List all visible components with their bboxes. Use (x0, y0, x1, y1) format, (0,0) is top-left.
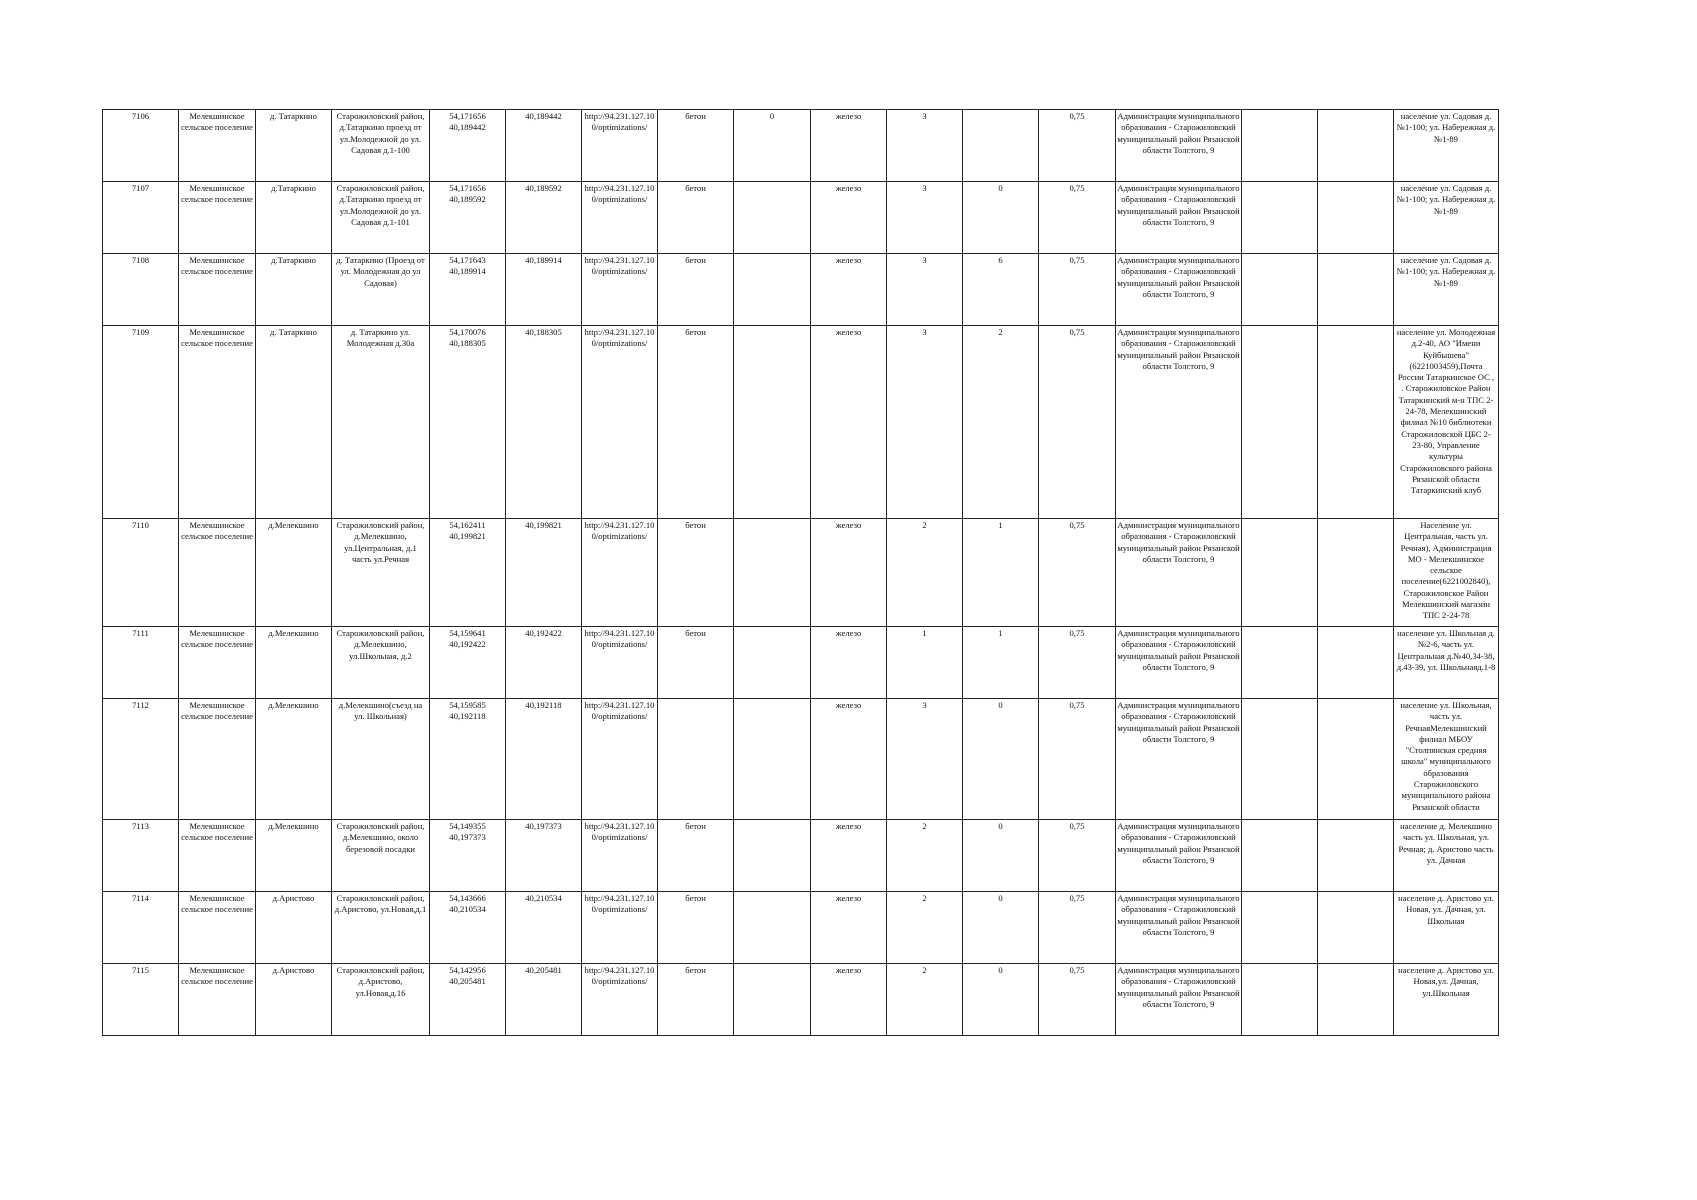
registry-table (102, 109, 1499, 1036)
cell-col16 (1318, 964, 1394, 1036)
cell-id: 7111 (103, 627, 179, 699)
cell-address: Старожиловский район, д.Аристово, ул.Новая,д.1 (332, 892, 430, 964)
cell-col9 (734, 519, 811, 627)
cell-col16 (1318, 519, 1394, 627)
cell-url: http://94.231.127.10 0/optimizations/ (582, 892, 658, 964)
cell-url: http://94.231.127.10 0/optimizations/ (582, 326, 658, 519)
cell-col12: 1 (963, 627, 1039, 699)
cell-col9 (734, 892, 811, 964)
cell-volume: 0,75 (1039, 182, 1116, 254)
cell-base (658, 699, 734, 820)
cell-volume: 0,75 (1039, 519, 1116, 627)
cell-col11: 2 (887, 519, 963, 627)
cell-col9 (734, 820, 811, 892)
cell-address: Старожиловский район, д.Мелекшино, ул.Центральная, д.1 часть ул.Речная (332, 519, 430, 627)
cell-col15 (1242, 627, 1318, 699)
cell-volume: 0,75 (1039, 326, 1116, 519)
cell-users: население д. Аристово ул. Новая,ул. Дачная, ул.Школьная (1394, 964, 1499, 1036)
cell-url: http://94.231.127.10 0/optimizations/ (582, 820, 658, 892)
cell-volume: 0,75 (1039, 892, 1116, 964)
cell-col15 (1242, 964, 1318, 1036)
cell-col11: 3 (887, 254, 963, 326)
cell-settlement: Мелекшинское сельское поселение (179, 110, 256, 182)
cell-users: население ул. Садовая д.№1-100; ул. Набережная д.№1-89 (1394, 254, 1499, 326)
cell-users: население д. Аристово ул. Новая, ул. Дачная, ул. Школьная (1394, 892, 1499, 964)
cell-col12: 0 (963, 892, 1039, 964)
cell-url: http://94.231.127.10 0/optimizations/ (582, 519, 658, 627)
cell-volume: 0,75 (1039, 627, 1116, 699)
cell-longitude: 40,192422 (506, 627, 582, 699)
cell-address: д. Татаркино (Проезд от ул. Молодежная до ул Садовая) (332, 254, 430, 326)
cell-coords: 54,159641 40,192422 (430, 627, 506, 699)
cell-col11: 3 (887, 182, 963, 254)
cell-col15 (1242, 820, 1318, 892)
cell-coords: 54,171643 40,189914 (430, 254, 506, 326)
cell-users: население ул. Школьная д.№2-6, часть ул. Центральная д.№40,34-38, д.43-39, ул. Школьнаяд.1-8 (1394, 627, 1499, 699)
cell-village: д.Аристово (256, 892, 332, 964)
cell-address: Старожиловский район, д.Мелекшино, ул.Школьная, д.2 (332, 627, 430, 699)
cell-col12: 0 (963, 699, 1039, 820)
cell-base: бетон (658, 964, 734, 1036)
cell-settlement: Мелекшинское сельское поселение (179, 182, 256, 254)
cell-settlement: Мелекшинское сельское поселение (179, 699, 256, 820)
cell-owner: Администрация муниципального образования - Старожиловский муниципальный район Рязанской области Толстого, 9 (1116, 519, 1242, 627)
cell-col9 (734, 699, 811, 820)
cell-material: железо (811, 964, 887, 1036)
cell-col12: 0 (963, 182, 1039, 254)
cell-base: бетон (658, 110, 734, 182)
cell-col12 (963, 110, 1039, 182)
cell-url: http://94.231.127.10 0/optimizations/ (582, 182, 658, 254)
cell-material: железо (811, 627, 887, 699)
cell-coords: 54,171656 40,189442 (430, 110, 506, 182)
cell-users: население ул. Садовая д.№1-100; ул. Набережная д.№1-89 (1394, 182, 1499, 254)
cell-village: д.Мелекшино (256, 820, 332, 892)
cell-owner: Администрация муниципального образования - Старожиловский муниципальный район Рязанской области Толстого, 9 (1116, 820, 1242, 892)
cell-address: д.Мелекшино(съезд на ул. Школьная) (332, 699, 430, 820)
cell-id: 7110 (103, 519, 179, 627)
cell-col16 (1318, 627, 1394, 699)
cell-longitude: 40,205481 (506, 964, 582, 1036)
table-row (103, 254, 1499, 326)
cell-address: Старожиловский район, д.Татаркино проезд от ул.Молодежной до ул. Садовая д.1-100 (332, 110, 430, 182)
cell-id: 7109 (103, 326, 179, 519)
cell-col9 (734, 627, 811, 699)
registry-body (103, 110, 1499, 1036)
cell-owner: Администрация муниципального образования - Старожиловский муниципальный район Рязанской области Толстого, 9 (1116, 254, 1242, 326)
cell-longitude: 40,192118 (506, 699, 582, 820)
table-row (103, 699, 1499, 820)
cell-settlement: Мелекшинское сельское поселение (179, 519, 256, 627)
cell-longitude: 40,188305 (506, 326, 582, 519)
cell-owner: Администрация муниципального образования - Старожиловский муниципальный район Рязанской области Толстого, 9 (1116, 699, 1242, 820)
cell-col12: 6 (963, 254, 1039, 326)
cell-col16 (1318, 892, 1394, 964)
cell-village: д.Мелекшино (256, 519, 332, 627)
cell-village: д. Татаркино (256, 326, 332, 519)
cell-owner: Администрация муниципального образования - Старожиловский муниципальный район Рязанской области Толстого, 9 (1116, 964, 1242, 1036)
cell-longitude: 40,189914 (506, 254, 582, 326)
cell-col15 (1242, 110, 1318, 182)
cell-id: 7114 (103, 892, 179, 964)
cell-col9 (734, 964, 811, 1036)
cell-material: железо (811, 110, 887, 182)
cell-coords: 54,171656 40,189592 (430, 182, 506, 254)
cell-col12: 1 (963, 519, 1039, 627)
cell-address: Старожиловский район, д.Татаркино проезд от ул.Молодежной до ул. Садовая д.1-101 (332, 182, 430, 254)
cell-volume: 0,75 (1039, 699, 1116, 820)
cell-col12: 2 (963, 326, 1039, 519)
table-row (103, 627, 1499, 699)
cell-longitude: 40,199821 (506, 519, 582, 627)
cell-url: http://94.231.127.10 0/optimizations/ (582, 964, 658, 1036)
cell-col11: 2 (887, 820, 963, 892)
cell-volume: 0,75 (1039, 254, 1116, 326)
cell-address: Старожиловский район, д.Мелекшино, около березовой посадки (332, 820, 430, 892)
cell-users: население ул. Садовая д.№1-100; ул. Набережная д.№1-89 (1394, 110, 1499, 182)
cell-col9 (734, 182, 811, 254)
cell-address: д. Татаркино ул. Молодежная д.30а (332, 326, 430, 519)
cell-coords: 54,159585 40,192118 (430, 699, 506, 820)
cell-base: бетон (658, 519, 734, 627)
cell-col16 (1318, 699, 1394, 820)
cell-base: бетон (658, 627, 734, 699)
cell-longitude: 40,210534 (506, 892, 582, 964)
cell-coords: 54,149355 40,197373 (430, 820, 506, 892)
cell-col9: 0 (734, 110, 811, 182)
cell-owner: Администрация муниципального образования - Старожиловский муниципальный район Рязанской области Толстого, 9 (1116, 182, 1242, 254)
cell-col16 (1318, 182, 1394, 254)
cell-volume: 0,75 (1039, 820, 1116, 892)
cell-id: 7108 (103, 254, 179, 326)
cell-col15 (1242, 699, 1318, 820)
cell-col15 (1242, 892, 1318, 964)
table-row (103, 964, 1499, 1036)
cell-id: 7113 (103, 820, 179, 892)
table-row (103, 182, 1499, 254)
cell-coords: 54,143666 40,210534 (430, 892, 506, 964)
cell-material: железо (811, 519, 887, 627)
cell-col9 (734, 254, 811, 326)
cell-col15 (1242, 182, 1318, 254)
cell-material: железо (811, 699, 887, 820)
cell-col12: 0 (963, 820, 1039, 892)
cell-col11: 1 (887, 627, 963, 699)
cell-base: бетон (658, 892, 734, 964)
cell-owner: Администрация муниципального образования - Старожиловский муниципальный район Рязанской области Толстого, 9 (1116, 892, 1242, 964)
cell-url: http://94.231.127.10 0/optimizations/ (582, 254, 658, 326)
cell-users: Население ул. Центральная, часть ул. Речная), Администрация МО - Мелекшинское сельское поселение(6221002840), Старожиловское Район Мелекшинский магазин ТПС 2-24-78 (1394, 519, 1499, 627)
cell-settlement: Мелекшинское сельское поселение (179, 627, 256, 699)
cell-url: http://94.231.127.10 0/optimizations/ (582, 699, 658, 820)
cell-col11: 3 (887, 110, 963, 182)
cell-owner: Администрация муниципального образования - Старожиловский муниципальный район Рязанской области Толстого, 9 (1116, 627, 1242, 699)
cell-material: железо (811, 820, 887, 892)
cell-owner: Администрация муниципального образования - Старожиловский муниципальный район Рязанской области Толстого, 9 (1116, 326, 1242, 519)
cell-settlement: Мелекшинское сельское поселение (179, 254, 256, 326)
cell-material: железо (811, 182, 887, 254)
cell-coords: 54,162411 40,199821 (430, 519, 506, 627)
cell-base: бетон (658, 326, 734, 519)
cell-material: железо (811, 326, 887, 519)
cell-col11: 2 (887, 892, 963, 964)
cell-base: бетон (658, 820, 734, 892)
cell-village: д.Мелекшино (256, 699, 332, 820)
cell-base: бетон (658, 254, 734, 326)
cell-users: население ул. Молодежная д.2-40, АО "Имени Куйбышева" (6221003459),Почта России Татаркинское ОС , . Старожиловское Район Татаркинский м-н ТПС 2-24-78, Мелекшинский филиал №10 библиотеки Старожиловской ЦБС 2-23-80, Управление культуры Старожиловского района Рязанской области Татаркинский клуб (1394, 326, 1499, 519)
cell-id: 7115 (103, 964, 179, 1036)
cell-url: http://94.231.127.10 0/optimizations/ (582, 627, 658, 699)
cell-volume: 0,75 (1039, 110, 1116, 182)
cell-village: д.Аристово (256, 964, 332, 1036)
table-row (103, 326, 1499, 519)
cell-coords: 54,142956 40,205481 (430, 964, 506, 1036)
cell-url: http://94.231.127.10 0/optimizations/ (582, 110, 658, 182)
table-row (103, 892, 1499, 964)
cell-col16 (1318, 820, 1394, 892)
cell-id: 7106 (103, 110, 179, 182)
cell-col15 (1242, 519, 1318, 627)
cell-village: д.Татаркино (256, 182, 332, 254)
cell-col11: 3 (887, 699, 963, 820)
cell-address: Старожиловский район, д.Аристово, ул.Новая,д.16 (332, 964, 430, 1036)
cell-col11: 3 (887, 326, 963, 519)
cell-material: железо (811, 254, 887, 326)
table-row (103, 110, 1499, 182)
cell-material: железо (811, 892, 887, 964)
cell-volume: 0,75 (1039, 964, 1116, 1036)
cell-coords: 54,170076 40,188305 (430, 326, 506, 519)
cell-owner: Администрация муниципального образования - Старожиловский муниципальный район Рязанской области Толстого, 9 (1116, 110, 1242, 182)
cell-base: бетон (658, 182, 734, 254)
cell-users: население д. Мелекшино часть ул. Школьная, ул. Речная; д. Аристово часть ул. Дачная (1394, 820, 1499, 892)
cell-id: 7112 (103, 699, 179, 820)
cell-col15 (1242, 254, 1318, 326)
cell-village: д.Татаркино (256, 254, 332, 326)
cell-id: 7107 (103, 182, 179, 254)
cell-settlement: Мелекшинское сельское поселение (179, 892, 256, 964)
cell-longitude: 40,189592 (506, 182, 582, 254)
cell-village: д. Татаркино (256, 110, 332, 182)
table-row (103, 519, 1499, 627)
cell-users: население ул. Школьная, часть ул. РечнаяМелекшинский филиал МБОУ "Столпянская средняя школа" муниципального образования Старожиловского муниципального района Рязанской области (1394, 699, 1499, 820)
cell-longitude: 40,189442 (506, 110, 582, 182)
cell-col11: 2 (887, 964, 963, 1036)
cell-village: д.Мелекшино (256, 627, 332, 699)
cell-col16 (1318, 326, 1394, 519)
cell-col16 (1318, 254, 1394, 326)
cell-settlement: Мелекшинское сельское поселение (179, 820, 256, 892)
cell-settlement: Мелекшинское сельское поселение (179, 326, 256, 519)
cell-col12: 0 (963, 964, 1039, 1036)
table-row (103, 820, 1499, 892)
cell-longitude: 40,197373 (506, 820, 582, 892)
cell-col15 (1242, 326, 1318, 519)
cell-col9 (734, 326, 811, 519)
cell-col16 (1318, 110, 1394, 182)
cell-settlement: Мелекшинское сельское поселение (179, 964, 256, 1036)
